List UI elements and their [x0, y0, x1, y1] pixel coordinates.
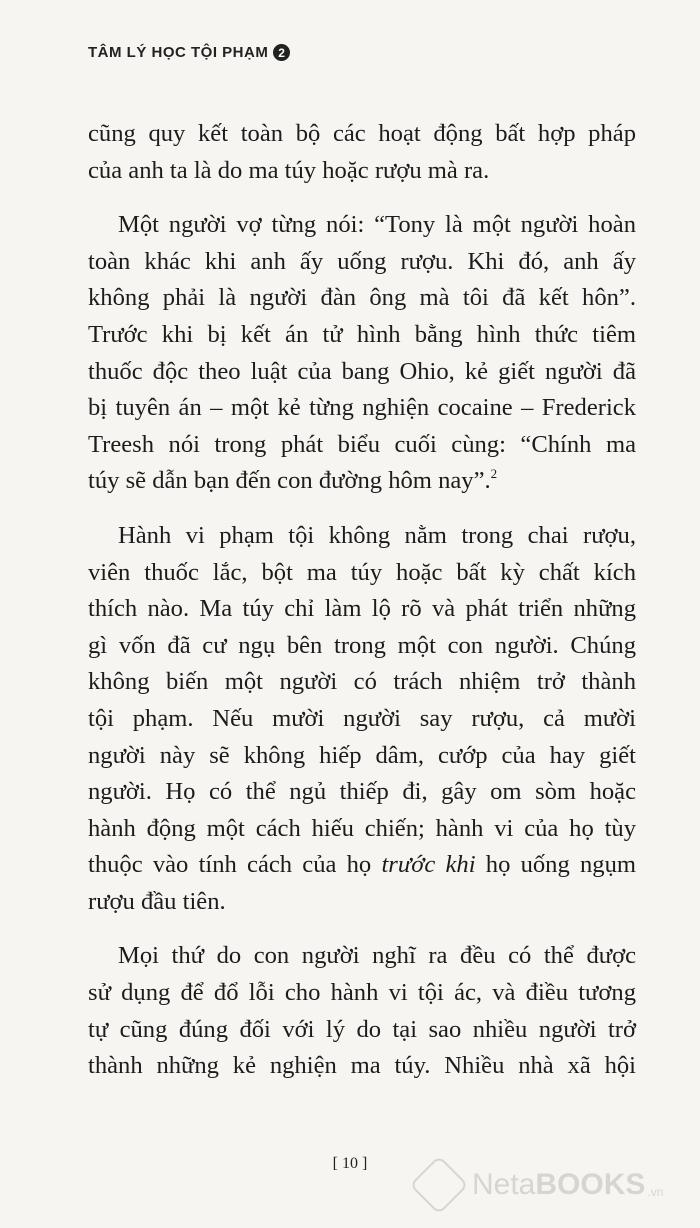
watermark-text	[472, 1168, 645, 1202]
text-line: không biến một người có trách nhiệm trở thành	[88, 668, 636, 696]
text-line: gì vốn đã cư ngụ bên trong một con người. Chúng	[88, 631, 636, 659]
text-line: cũng quy kết toàn bộ các hoạt động bất hợp pháp	[88, 120, 636, 147]
text-line: của anh ta là do ma túy hoặc rượu mà ra.	[88, 156, 490, 184]
paragraph-4	[88, 938, 636, 1084]
text-line: Một người vợ từng nói: “Tony là một người hoàn	[118, 211, 636, 239]
text-line: bị tuyên án – một kẻ từng nghiện cocaine – Frederick	[88, 394, 636, 422]
text-line: toàn khác khi anh ấy uống rượu. Khi đó, anh ấy	[88, 247, 636, 275]
paragraph-3	[88, 518, 636, 921]
text-line: Trước khi bị kết án tử hình bằng hình thức tiêm	[88, 320, 636, 348]
watermark	[418, 1164, 663, 1206]
text-line: tự cũng đúng đối với lý do tại sao nhiều người trở	[88, 1015, 636, 1043]
text-segment: họ uống ngụm	[475, 851, 636, 879]
book-title: TÂM LÝ HỌC TỘI PHẠM	[88, 44, 269, 61]
text-line-with-italic	[88, 847, 636, 884]
footnote-marker: 2	[490, 466, 498, 482]
text-line: thích nào. Ma túy chỉ làm lộ rõ và phát triển những	[88, 595, 636, 623]
body-text	[88, 116, 636, 1085]
watermark-suffix: .vn	[647, 1185, 664, 1199]
text-line: tội phạm. Nếu mười người say rượu, cả mười	[88, 704, 636, 732]
watermark-part1: Neta	[472, 1168, 536, 1201]
italic-segment: trước khi	[381, 851, 476, 879]
text-line: thuốc độc theo luật của bang Ohio, kẻ giết người đã	[88, 357, 636, 385]
paragraph-1	[88, 116, 636, 189]
text-line: rượu đầu tiên.	[88, 887, 226, 915]
text-segment: thuộc vào tính cách của họ	[88, 851, 382, 879]
text-line: không phải là người đàn ông mà tôi đã kết hôn”.	[88, 284, 636, 312]
running-header	[88, 44, 290, 61]
text-line: viên thuốc lắc, bột ma túy hoặc bất kỳ chất kích	[88, 558, 636, 586]
paragraph-2	[88, 207, 636, 500]
text-line-content: túy sẽ dẫn bạn đến con đường hôm nay”.	[88, 467, 491, 495]
text-line: Hành vi phạm tội không nằm trong chai rượu,	[118, 521, 636, 549]
text-line: sử dụng để đổ lỗi cho hành vi tội ác, và điều tương	[88, 979, 636, 1007]
volume-badge: 2	[273, 44, 290, 61]
text-line: thành những kẻ nghiện ma túy. Nhiều nhà xã hội	[88, 1052, 636, 1080]
watermark-part2: BOOKS	[535, 1168, 646, 1201]
page-number: [ 10 ]	[332, 1155, 368, 1172]
text-line: người này sẽ không hiếp dâm, cướp của hay giết	[88, 741, 636, 769]
text-line: Treesh nói trong phát biểu cuối cùng: “Chính ma	[88, 430, 636, 458]
text-line: Mọi thứ do con người nghĩ ra đều có thể được	[118, 942, 636, 970]
netabooks-logo-icon	[409, 1155, 468, 1214]
text-line: người. Họ có thể ngủ thiếp đi, gây om sòm hoặc	[88, 778, 636, 806]
text-line: hành động một cách hiếu chiến; hành vi của họ tùy	[88, 814, 636, 842]
text-line	[88, 463, 636, 500]
